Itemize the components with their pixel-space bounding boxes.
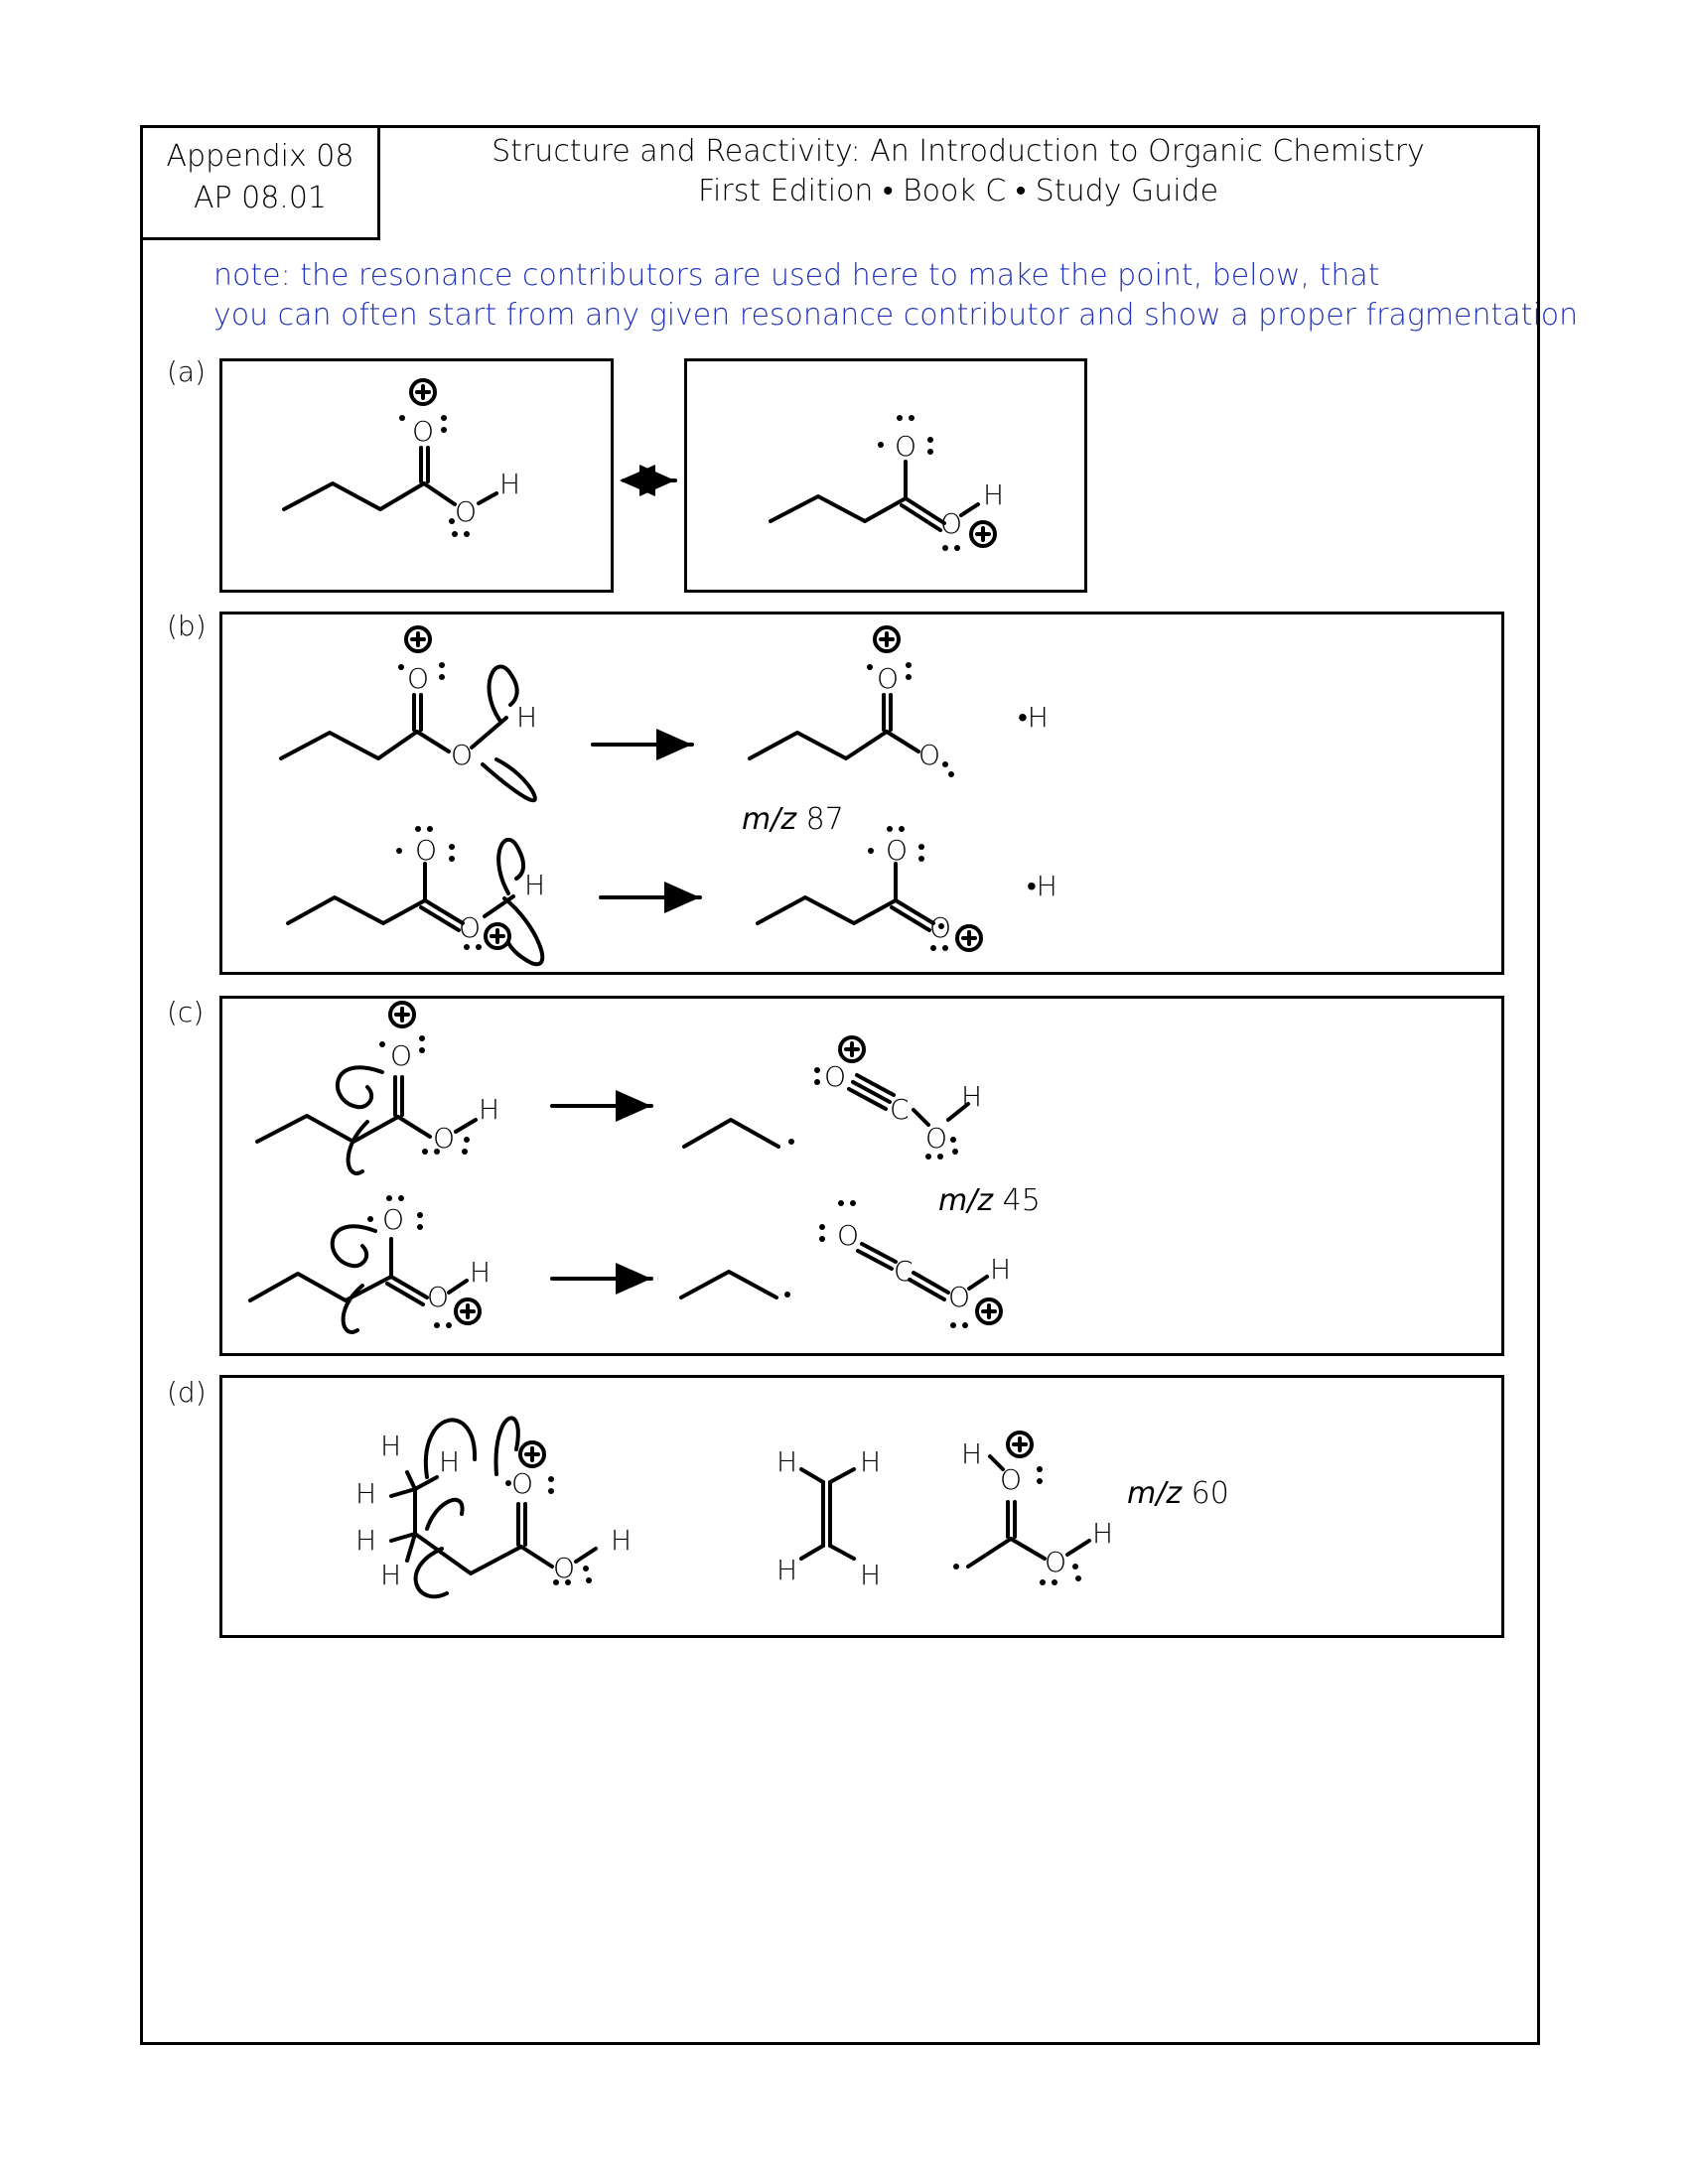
- appendix-code: AP 08.01: [193, 181, 328, 215]
- atom-H: H: [524, 869, 546, 901]
- atom-O: O: [412, 415, 435, 448]
- atom-O: O: [455, 495, 478, 528]
- atom-H: H: [439, 1445, 461, 1478]
- atom-H: H: [516, 701, 538, 734]
- atom-O: O: [451, 739, 474, 771]
- part-d-label: (d): [167, 1376, 207, 1409]
- atom-H: H: [961, 1437, 983, 1470]
- note-line2: you can often start from any given resonance contributor and show a proper fragmentation: [213, 298, 1579, 333]
- appendix-number: Appendix 08: [166, 139, 354, 174]
- mz-value: 45: [1002, 1183, 1041, 1218]
- atom-O: O: [553, 1552, 576, 1584]
- atom-H: H: [499, 468, 521, 500]
- note-line1: note: the resonance contributors are used here to make the point, below, that: [213, 258, 1380, 293]
- atom-H: H: [990, 1253, 1012, 1286]
- atom-H: H: [776, 1554, 798, 1586]
- atom-O: O: [877, 662, 900, 695]
- atom-H: H: [860, 1445, 882, 1478]
- mz-value: 87: [805, 802, 844, 837]
- atom-O: O: [948, 1281, 971, 1313]
- atom-C: C: [894, 1255, 914, 1288]
- atom-O: O: [415, 834, 438, 867]
- atom-H: H: [355, 1524, 377, 1557]
- atom-H: H: [380, 1430, 402, 1462]
- atom-O: O: [511, 1467, 534, 1500]
- atom-O: O: [1045, 1546, 1067, 1578]
- mz-prefix: m/z: [938, 1183, 994, 1218]
- atom-O: O: [929, 911, 952, 944]
- atom-O: O: [407, 662, 430, 695]
- atom-O: O: [427, 1281, 450, 1313]
- atom-O: O: [824, 1060, 847, 1093]
- mz-value: 60: [1191, 1476, 1229, 1511]
- atom-H: H: [470, 1256, 492, 1289]
- atom-H: H: [983, 478, 1005, 511]
- atom-O: O: [918, 739, 941, 771]
- hydrogen-radical: •H: [1018, 701, 1049, 734]
- hydrogen-radical: •H: [1027, 870, 1057, 902]
- atom-H: H: [961, 1080, 983, 1113]
- atom-O: O: [459, 911, 482, 944]
- part-a-label: (a): [167, 355, 207, 388]
- atom-H: H: [479, 1093, 500, 1126]
- atom-O: O: [837, 1219, 860, 1252]
- book-title-line1: Structure and Reactivity: An Introduction to Organic Chemistry: [492, 134, 1425, 169]
- atom-H: H: [860, 1559, 882, 1591]
- part-b-label: (b): [167, 610, 207, 642]
- atom-O: O: [433, 1122, 456, 1155]
- atom-H: H: [380, 1559, 402, 1591]
- atom-O: O: [925, 1122, 948, 1155]
- atom-C: C: [890, 1093, 910, 1126]
- atom-O: O: [382, 1203, 405, 1236]
- book-title-line2: First Edition • Book C • Study Guide: [697, 174, 1219, 208]
- atom-O: O: [940, 507, 963, 540]
- atom-H: H: [355, 1477, 377, 1510]
- atom-O: O: [895, 430, 917, 463]
- atom-O: O: [1000, 1463, 1023, 1496]
- atom-O: O: [390, 1039, 413, 1072]
- atom-O: O: [886, 834, 909, 867]
- mz-prefix: m/z: [1127, 1476, 1183, 1511]
- part-c-label: (c): [167, 996, 205, 1028]
- atom-H: H: [611, 1524, 633, 1557]
- mz-prefix: m/z: [742, 802, 797, 837]
- atom-H: H: [776, 1445, 798, 1478]
- atom-H: H: [1092, 1517, 1114, 1550]
